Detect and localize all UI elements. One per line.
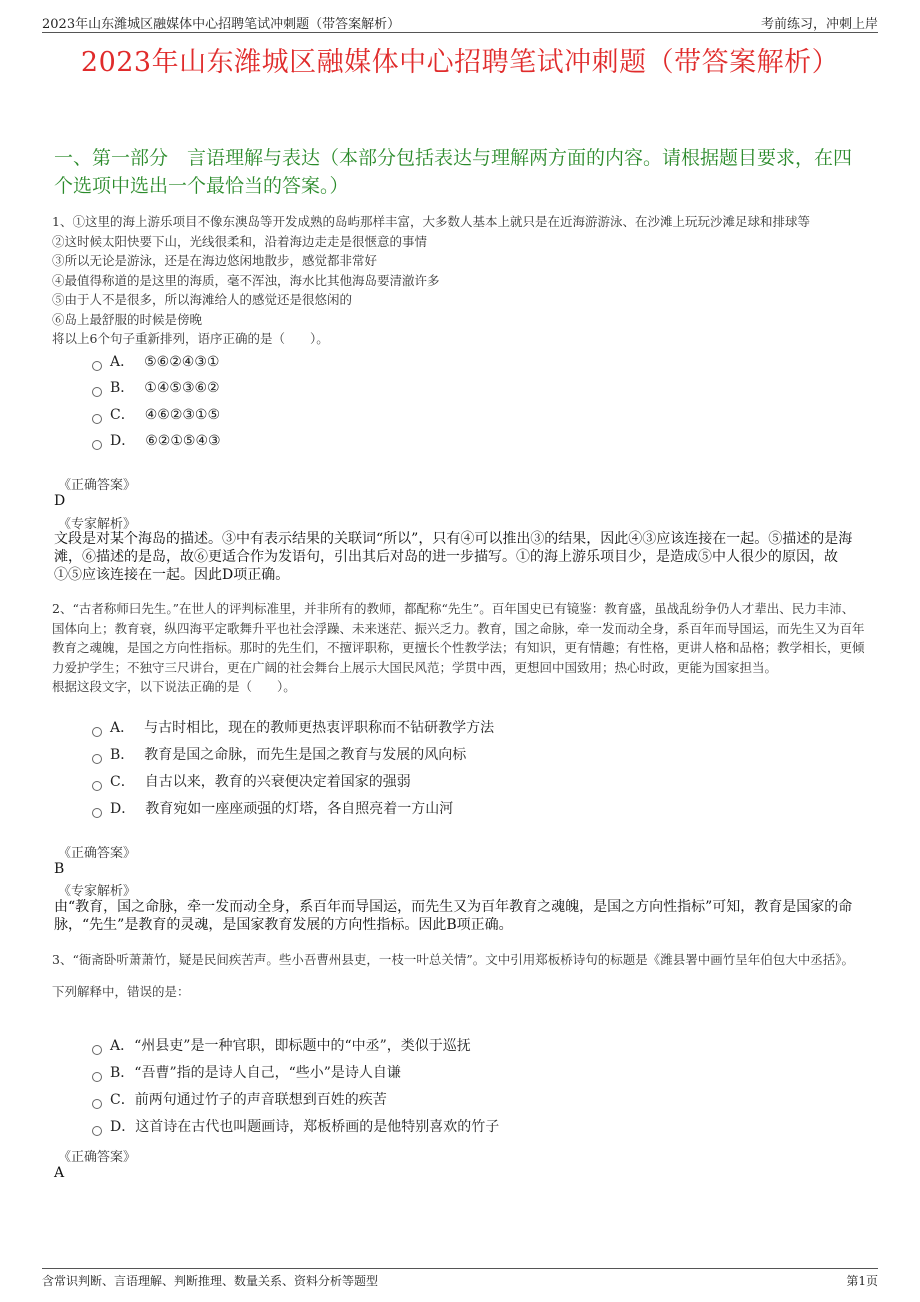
section-title: 一、第一部分 言语理解与表达（本部分包括表达与理解两方面的内容。请根据题目要求，在四个选项中选出一个最恰当的答案。）	[54, 147, 853, 197]
option-text: 教育是国之命脉，而先生是国之教育与发展的风向标	[144, 747, 467, 763]
question-1-option-b[interactable]	[92, 377, 220, 399]
page-header	[42, 10, 878, 33]
question-3-option-c[interactable]	[92, 1089, 387, 1111]
question-1-line: ④最值得称道的是这里的海质，毫不浑浊，海水比其他海岛要清澈许多	[52, 272, 440, 288]
option-text: 前两句通过竹子的声音联想到百姓的疾苦	[134, 1092, 387, 1108]
radio-icon[interactable]	[92, 808, 102, 818]
option-letter: D．	[110, 1119, 136, 1135]
question-3-passage: 3、“衙斋卧听萧萧竹，疑是民间疾苦声。些小吾曹州县吏，一枝一叶总关情”。文中引用郑板桥诗句的标题是《潍县署中画竹呈年伯包大中丞括》。	[52, 952, 854, 967]
option-text: 这首诗在古代也叫题画诗，郑板桥画的是他特别喜欢的竹子	[135, 1119, 500, 1135]
option-text: 自古以来，教育的兴衰便决定着国家的强弱	[144, 774, 411, 790]
option-letter: A．	[110, 720, 135, 736]
option-letter: C．	[110, 774, 135, 790]
option-letter: D．	[110, 433, 136, 449]
radio-icon[interactable]	[92, 440, 102, 450]
question-2-stem	[52, 599, 866, 697]
answer-value: D	[54, 493, 66, 509]
header-title: 2023年山东潍城区融媒体中心招聘笔试冲刺题（带答案解析）	[42, 17, 401, 32]
question-1-option-d[interactable]	[92, 430, 221, 452]
question-1-line: ⑤由于人不是很多，所以海滩给人的感觉还是很悠闲的	[52, 292, 353, 307]
question-1-option-c[interactable]	[92, 404, 220, 426]
footer-note: 含常识判断、言语理解、判断推理、数量关系、资料分析等题型	[42, 1274, 379, 1288]
question-1-prompt: 将以上6个句子重新排列，语序正确的是（ ）。	[52, 331, 329, 346]
question-3-stem	[52, 950, 866, 1001]
answer-label: 《正确答案》	[58, 846, 137, 861]
radio-icon[interactable]	[92, 1126, 102, 1136]
question-2-option-b[interactable]	[92, 744, 466, 766]
option-letter: B．	[110, 380, 135, 396]
option-text: 与古时相比，现在的教师更热衷评职称而不钻研教学方法	[144, 720, 495, 736]
question-2-option-c[interactable]	[92, 771, 411, 793]
question-2-option-d[interactable]	[92, 798, 453, 820]
option-letter: C．	[110, 407, 135, 423]
question-1-option-a[interactable]	[92, 351, 219, 373]
explanation-label: 《专家解析》	[58, 884, 137, 899]
question-3-option-d[interactable]	[92, 1116, 499, 1138]
option-letter: B．	[110, 1065, 135, 1081]
option-text: “州县吏”是一种官职，即标题中的“中丞”，类似于巡抚	[134, 1038, 471, 1054]
radio-icon[interactable]	[92, 1099, 102, 1109]
question-1-line: 1、①这里的海上游乐项目不像东澳岛等开发成熟的岛屿那样丰富，大多数人基本上就只是在近海游游泳、在沙滩上玩玩沙滩足球和排球等	[52, 214, 810, 229]
option-text: ④⑥②③①⑤	[144, 407, 221, 423]
option-text: ⑥②①⑤④③	[145, 433, 221, 449]
answer-value: A	[54, 1165, 65, 1181]
option-letter: D．	[110, 801, 136, 817]
page-number: 第1页	[846, 1274, 878, 1288]
question-1-line: ③所以无论是游泳，还是在海边悠闲地散步，感觉都非常好	[52, 253, 378, 268]
option-letter: B．	[110, 747, 135, 763]
option-text: ①④⑤③⑥②	[144, 380, 220, 396]
question-3-option-a[interactable]	[92, 1035, 471, 1057]
question-1-line: ②这时候太阳快要下山，光线很柔和，沿着海边走走是很惬意的事情	[52, 233, 428, 249]
question-1-line: ⑥岛上最舒服的时候是傍晚	[52, 311, 203, 327]
question-3-option-b[interactable]	[92, 1062, 401, 1084]
radio-icon[interactable]	[92, 1072, 102, 1082]
radio-icon[interactable]	[92, 781, 102, 791]
question-3-prompt: 下列解释中，错误的是：	[52, 983, 190, 999]
answer-label: 《正确答案》	[58, 1150, 137, 1165]
document-title: 2023年山东潍城区融媒体中心招聘笔试冲刺题（带答案解析）	[80, 47, 840, 78]
question-2-prompt: 根据这段文字，以下说法正确的是（ ）。	[52, 679, 296, 694]
radio-icon[interactable]	[92, 1045, 102, 1055]
header-slogan: 考前练习，冲刺上岸	[760, 17, 878, 32]
option-text: 教育宛如一座座顽强的灯塔，各自照亮着一方山河	[145, 801, 454, 817]
question-1-stem	[52, 212, 866, 349]
question-2-passage: 2、“古者称师曰先生。”在世人的评判标准里，并非所有的教师，都配称“先生”。百年国史已有镜鉴：教育盛，虽战乱纷争仍人才辈出、民力丰沛、国体向上；教育衰，纵四海平定歌舞升平也社会浮躁、未来迷茫、振兴乏力。教育，国之命脉，牵一发而动全身，系百年而导国运，而先生又为百年教育之魂魄，是国之方向性指标。那时的先生们，不擅评职称，更擅长个性教学法；有知识，更有情趣；有性格，更讲人格和品格；教学相长，更倾力爱护学生；不独守三尺讲台，更在广阔的社会舞台上展示大国民风范；学贯中西，更想回中国致用；热心时政，更能为国家担当。	[52, 601, 865, 675]
radio-icon[interactable]	[92, 387, 102, 397]
radio-icon[interactable]	[92, 414, 102, 424]
option-text: “吾曹”指的是诗人自己，“些小”是诗人自谦	[134, 1065, 401, 1081]
explanation-text: 由“教育，国之命脉，牵一发而动全身，系百年而导国运，而先生又为百年教育之魂魄，是国之方向性指标”可知，教育是国家的命脉，“先生”是教育的灵魂，是国家教育发展的方向性指标。因此B项正确。	[54, 899, 853, 933]
option-text: ⑤⑥②④③①	[144, 354, 220, 370]
radio-icon[interactable]	[92, 727, 102, 737]
option-letter: A．	[110, 1038, 135, 1054]
option-letter: A．	[110, 354, 135, 370]
answer-label: 《正确答案》	[58, 478, 137, 493]
radio-icon[interactable]	[92, 361, 102, 371]
explanation-label: 《专家解析》	[58, 517, 137, 532]
option-letter: C．	[110, 1092, 135, 1108]
radio-icon[interactable]	[92, 754, 102, 764]
page-footer	[42, 1268, 878, 1289]
answer-value: B	[54, 861, 65, 877]
explanation-text: 文段是对某个海岛的描述。③中有表示结果的关联词“所以”，只有④可以推出③的结果，因此④③应该连接在一起。⑤描述的是海滩，⑥描述的是岛，故⑥更适合作为发语句，引出其后对岛的进一步描写。①的海上游乐项目少，是造成⑤中人很少的原因，故①⑤应该连接在一起。因此D项正确。	[54, 531, 853, 583]
question-2-option-a[interactable]	[92, 717, 494, 739]
